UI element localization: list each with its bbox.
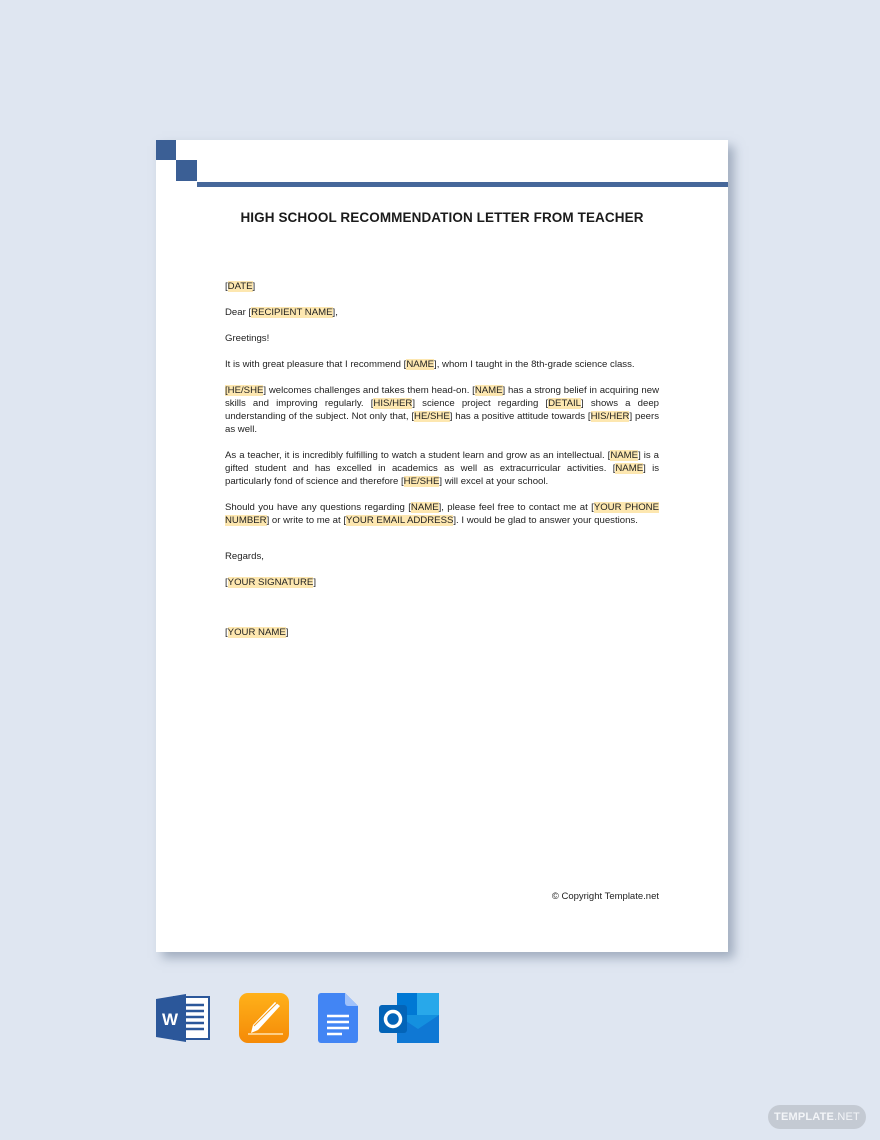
name-placeholder: NAME: [406, 359, 435, 370]
greeting: Greetings!: [225, 333, 270, 344]
detail-placeholder: DETAIL: [548, 398, 581, 409]
salutation: Dear [RECIPIENT NAME],: [225, 307, 338, 318]
phone-placeholder: YOUR PHONE NUMBER: [225, 502, 659, 526]
google-docs-icon[interactable]: [318, 993, 358, 1043]
corner-square-decoration: [156, 140, 176, 160]
paragraph-2: [HE/SHE] welcomes challenges and takes them head-on. [NAME] has a strong belief in acquiring new skills and improving regularly. [HIS/HER] science project regarding [DETAIL] shows a deep understanding of the subject. Not only that, [HE/SHE] has a positive attitude towards [HIS/HER] peers as well.: [225, 385, 659, 435]
name-placeholder: NAME: [610, 450, 639, 461]
date-line: [DATE]: [225, 281, 256, 292]
signature-placeholder: YOUR SIGNATURE: [227, 577, 314, 588]
name-line: [YOUR NAME]: [225, 627, 289, 638]
header-rule: [197, 182, 728, 187]
corner-square-decoration: [176, 160, 197, 181]
date-placeholder: DATE: [227, 281, 253, 292]
closing: Regards,: [225, 551, 264, 562]
pronoun-placeholder: HE/SHE: [414, 411, 450, 422]
name-placeholder: NAME: [474, 385, 503, 396]
pronoun-placeholder: HIS/HER: [373, 398, 413, 409]
pages-icon[interactable]: [239, 993, 289, 1043]
paragraph-3: As a teacher, it is incredibly fulfilling to watch a student learn and grow as an intellectual. [NAME] is a gifted student and has excelled in academics as well as extracurricular activities. [NAME] is particularly fond of science and therefore [HE/SHE] will excel at your school.: [225, 450, 659, 487]
template-net-watermark[interactable]: TEMPLATE.NET: [768, 1105, 866, 1129]
recipient-placeholder: RECIPIENT NAME: [251, 307, 333, 318]
pronoun-placeholder: HIS/HER: [590, 411, 630, 422]
copyright-notice: © Copyright Template.net: [551, 891, 659, 902]
pronoun-placeholder: HE/SHE: [403, 476, 440, 487]
your-name-placeholder: YOUR NAME: [227, 627, 286, 638]
letter-page: [156, 140, 728, 952]
svg-text:W: W: [161, 1010, 179, 1029]
word-icon[interactable]: [156, 993, 210, 1043]
name-placeholder: NAME: [410, 502, 439, 513]
email-placeholder: YOUR EMAIL ADDRESS: [346, 515, 454, 526]
paragraph-1: It is with great pleasure that I recommend [NAME], whom I taught in the 8th-grade science class.: [225, 359, 635, 370]
outlook-icon[interactable]: [379, 993, 439, 1043]
signature-line: [YOUR SIGNATURE]: [225, 577, 316, 588]
letter-body: [225, 280, 659, 652]
pronoun-placeholder: [HE/SHE: [225, 385, 264, 396]
name-placeholder: NAME: [615, 463, 644, 474]
paragraph-4: Should you have any questions regarding [NAME], please feel free to contact me at [YOUR PHONE NUMBER] or write to me at [YOUR EMAIL ADDRESS]. I would be glad to answer your questions.: [225, 502, 659, 526]
document-title: HIGH SCHOOL RECOMMENDATION LETTER FROM TEACHER: [240, 210, 644, 225]
